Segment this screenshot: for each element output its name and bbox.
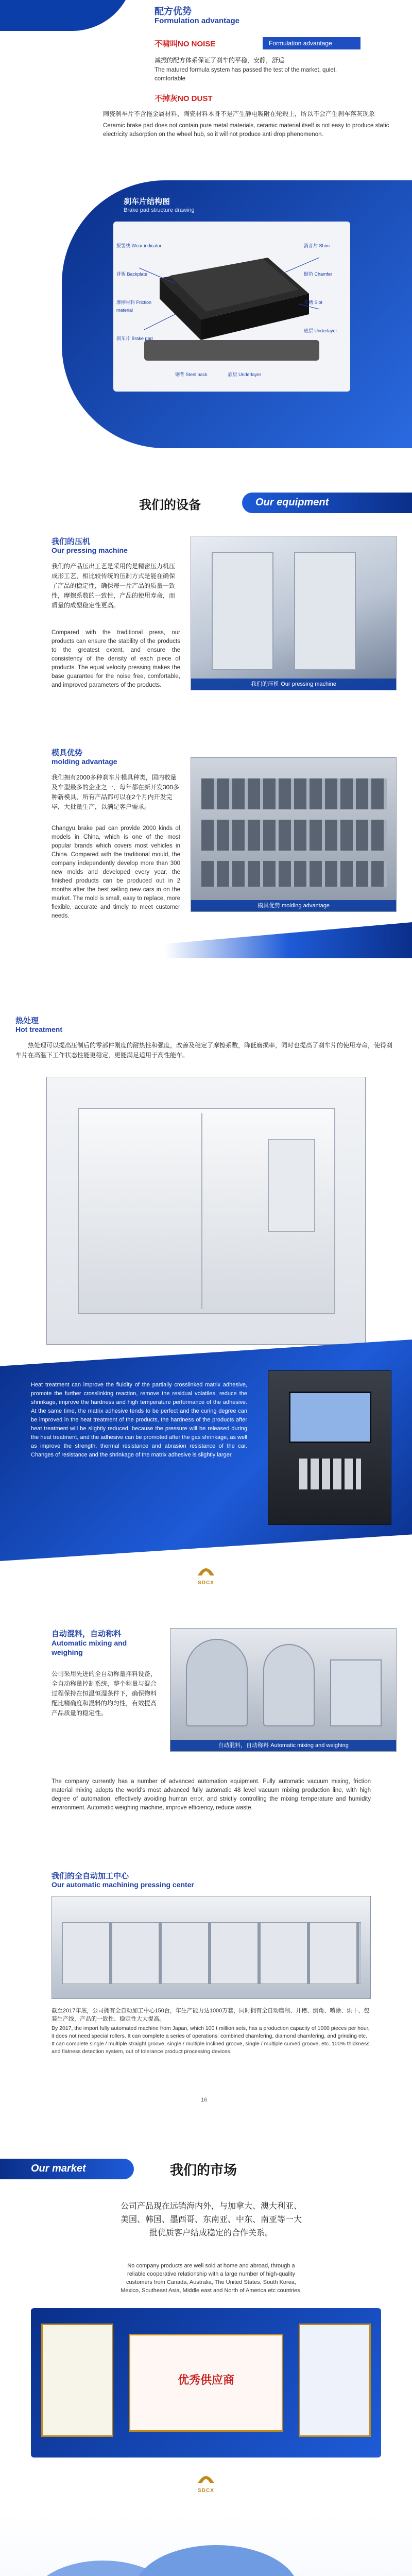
- no-dust-heading: 不掉灰NO DUST: [154, 94, 213, 103]
- auto-body-en: The company currently has a number of advanced automation equipment. Fully automatic vacuum mixing, friction material mixing adopts the world's most advanced fully automatic 48 level vacuum mixing production line, with high degree of automation, effectively avoiding human error, and strictly controlling the mixing temperature and humidity environment. Automatic weighing machine, improve efficiency, reduce waste.: [52, 1778, 371, 1811]
- no-noise-heading: 不啸叫NO NOISE: [154, 40, 216, 48]
- auto-photo-label: 自动混料，自动称料 Automatic mixing and weighing: [170, 1740, 396, 1751]
- market-section: [0, 2195, 412, 2576]
- center-photo: [52, 1896, 371, 1999]
- heat-oven-photo: [46, 1077, 366, 1345]
- market-header: [0, 2148, 412, 2190]
- machine-row: [62, 1922, 361, 1984]
- center-body-en: By 2017, the import fully automated machine from Japan, which 100 t million sets, has a production capacity of 1000 pieces per hour, it does not need special rollers. It can complete a series of operations: combined chamfering, diamond chamfering, and grinding etc. It can complete single / multiple straight groove, single / multiple inclined groove, single / multiple curved groove, etc. 100% thickness and flatness detection system, out of tolerance product processing devices.: [52, 2025, 370, 2055]
- molding-en-title: molding advantage: [52, 757, 117, 766]
- molding-blue-wave: [0, 922, 412, 958]
- market-logo-text: SDCX: [198, 2488, 214, 2494]
- center-body-cn: 截至2017年底，公司拥有全自动加工中心150台，年生产能力达1000万套，同时拥有全自动磨削、开槽、倒角、喷涂、烘干、包装生产线，产品的一致性、稳定性大大提高。: [52, 2008, 370, 2022]
- molding-body-cn: 我们拥有2000多种刹车片模具种类，国内数量及车型最多的企业之一，每年都在新开发300多种新模具，所有产品都可以在2个月内开发完毕，大批量生产，以满足客户需求。: [52, 774, 180, 810]
- control-screen: [289, 1392, 371, 1443]
- molding-section: [0, 742, 412, 958]
- control-buttons: [299, 1459, 361, 1489]
- mold-shelf-2: [201, 820, 387, 851]
- dust-body-en: Ceramic brake pad does not contain pure metal materials, ceramic material itself is not easy to produce static electricity adsorption on the wheel hub, so it will not produce anti drop phenomenon.: [103, 123, 389, 138]
- certificate-gallery: [31, 2308, 381, 2458]
- formulation-body-en: The matured formula system has passed the test of the market, quiet, comfortable: [154, 67, 337, 82]
- mold-shelf-3: [201, 861, 387, 887]
- weigher: [330, 1659, 382, 1726]
- callout-right-2: 倒角 Chamfer: [304, 272, 333, 277]
- formulation-en-title: Formulation advantage: [154, 16, 240, 25]
- oven-panel: [268, 1139, 315, 1232]
- heat-body-en: Heat treatment can improve the fluidity of the partially crosslinked matrix adhesive, promote the further crosslinking reaction, remove the residual volatiles, reduce the shrinkage, improve the hardness and high temperature performance of the adhesive. At the same time, the matrix adhesive tends to be perfect and the curing degree can be improved in the heat treatment of the products, the hardness of the products after heat treatment will be slightly reduced, because the pressure will be released during the heat treatment, and the adhesive can be promoted after the gas shrinkage, as well as improve the strength, thermal resistance and abrasion resistance of the car. Changes of resistance and the shrinkage of the matrix adhesive is slightly larger.: [31, 1382, 247, 1458]
- world-map-graphic: [0, 2514, 412, 2576]
- molding-photo-label: 模具优势 molding advantage: [191, 900, 396, 911]
- callout-bottom-1: 钢背 Steel back: [175, 372, 208, 377]
- pressing-section: [0, 531, 412, 747]
- sdcx-logo-icon: [196, 1560, 216, 1578]
- molding-cn-title: 模具优势: [52, 749, 83, 757]
- equipment-title-bar: [242, 493, 412, 513]
- press-frame: [212, 552, 273, 670]
- callout-left-2: 背板 Backplate: [116, 272, 148, 277]
- structure-cn-title: 刹车片结构图: [124, 197, 170, 206]
- callout-left-3: 摩擦材料 Friction material: [116, 300, 152, 313]
- market-title-bar: [0, 2159, 134, 2179]
- heat-cn-title: 热处理: [15, 1016, 39, 1025]
- formulation-section: [0, 0, 412, 196]
- formulation-badge: [263, 37, 360, 49]
- heat-en-title: Hot treatment: [15, 1025, 63, 1033]
- cert-center: [129, 2334, 283, 2432]
- heat-section: [0, 1010, 412, 1592]
- cert-left: [41, 2324, 113, 2437]
- heat-control-photo: [268, 1370, 391, 1525]
- auto-en-title: Automatic mixing and weighing: [52, 1639, 127, 1656]
- press-frame-2: [294, 552, 356, 670]
- badge-text: Formulation advantage: [269, 40, 332, 47]
- equipment-en-title: Our equipment: [255, 497, 329, 508]
- oven-door-line: [201, 1113, 202, 1309]
- callout-right-4: 底层 Underlayer: [304, 328, 337, 333]
- cert-center-text: 优秀供应商: [177, 2374, 234, 2386]
- callout-right-3: 开槽 Slot: [304, 300, 323, 305]
- top-blue-swoosh: [0, 0, 134, 31]
- world-map-panel: [0, 2514, 412, 2576]
- mixer-tank-2: [263, 1644, 315, 1726]
- center-cn-title: 我们的全自动加工中心: [52, 1872, 129, 1880]
- market-body-en: No company products are well sold at home and abroad, through a reliable cooperative relationship with a large number of high-quality customers from Canada, Australia, The United States, South Korea, Mexico, Southeast Asia, Middle east and North of America etc countries.: [121, 2263, 302, 2294]
- market-body-cn: 公司产品现在远销海内外，与加拿大、澳大利亚、美国、韩国、墨西哥、东南亚、中东、南亚等一大批优质客户结成稳定的合作关系。: [120, 2202, 302, 2238]
- molding-body-en: Changyu brake pad can provide 2000 kinds of models in China, which is one of the most popular brands which covers most vehicles in China. Compared with the traditional mould, the company independently develop more than 300 new molds and developed every year, the finished products can be produced out in 2 months after the best selling new cars in on the market. The mold is small, easy to replace, more flexible, accurate and timely to meet customer needs.: [52, 825, 180, 919]
- callouts-right: [304, 242, 348, 335]
- callout-left-4: 刹车片 Brake pad: [116, 336, 153, 341]
- pressing-photo-label: 我们的压机 Our pressing machine: [191, 679, 396, 690]
- page-number: 16: [201, 2097, 208, 2103]
- sdcx-logo-icon-2: [196, 2468, 216, 2485]
- market-en-title: Our market: [31, 2163, 86, 2174]
- market-cn-title: 我们的市场: [170, 2162, 237, 2178]
- heat-logo-text: SDCX: [198, 1580, 214, 1586]
- pressing-en-title: Our pressing machine: [52, 546, 128, 554]
- center-en-title: Our automatic machining pressing center: [52, 1880, 194, 1889]
- pressing-body-en: Compared with the traditional press, our products can ensure the stability of the products to the greatest extent, and ensure the consistency of the density of each piece of products. The equal velocity pressing makes the base guarantee for the noise free, comfortable, and improved parameters of the products.: [52, 630, 180, 688]
- structure-drawing-panel: [113, 222, 350, 392]
- dust-body-cn: 陶瓷刹车片不含拖金属材料，陶瓷材料本身不是产生静电吸附在轮毂上，所以不会产生刹车落灰现象: [103, 110, 375, 117]
- equipment-header: [0, 489, 412, 531]
- auto-mixing-photo: [170, 1628, 397, 1752]
- auto-cn-title: 自动混料，自动称料: [52, 1630, 122, 1638]
- auto-section: [0, 1623, 412, 1850]
- pressing-machine-photo: [191, 536, 397, 690]
- callouts-left: [116, 242, 163, 343]
- callouts-bottom: [175, 371, 309, 378]
- callout-left-1: 报警线 Wear indicator: [116, 243, 162, 248]
- cert-right: [299, 2324, 371, 2437]
- callout-bottom-2: 底层 Underlayer: [228, 372, 262, 377]
- formulation-cn-title: 配方优势: [154, 6, 192, 16]
- heat-body-cn: 热处理可以提高压制后的零部件刚度的耐热性和强度，改善及稳定了摩擦系数，降低磨损率，同时也提高了刹车片的使用寿命，使得刹车片在高温下工作状态性能更稳定，更能满足适用于高性能车。: [15, 1042, 393, 1059]
- pressing-cn-title: 我们的压机: [52, 537, 91, 546]
- mixer-tank: [186, 1639, 248, 1726]
- heat-logo: [191, 1560, 221, 1591]
- formulation-body-cn: 减振的配方体系保证了刹车的平稳，安静，舒适: [154, 57, 285, 64]
- structure-section: [0, 170, 412, 459]
- molding-photo: [191, 757, 397, 912]
- market-logo: [191, 2468, 221, 2499]
- auto-body-cn: 公司采用先进的全自动称量拌料设备，全自动称量控制系统，整个称量与混合过程保持在恒温恒湿条件下，确保物料配比精确度和混料的均匀性，有效提高产品质量的稳定性。: [52, 1670, 157, 1717]
- mold-shelf-1: [201, 778, 387, 809]
- callout-right-1: 消音片 Shim: [304, 243, 330, 248]
- equipment-cn-title: 我们的设备: [139, 498, 201, 512]
- pressing-body-cn: 我们的产品压出工艺是采用的是精密压力机压成形工艺，相比较传统的压制方式是能在确保了产品的稳定性，确保每一片产品的质量一致性，摩擦系数的一致性，产品的使用寿命，而质量的成型稳定性更高。: [52, 563, 176, 609]
- center-section: [0, 1865, 412, 2112]
- structure-en-title: Brake pad structure drawing: [124, 207, 195, 213]
